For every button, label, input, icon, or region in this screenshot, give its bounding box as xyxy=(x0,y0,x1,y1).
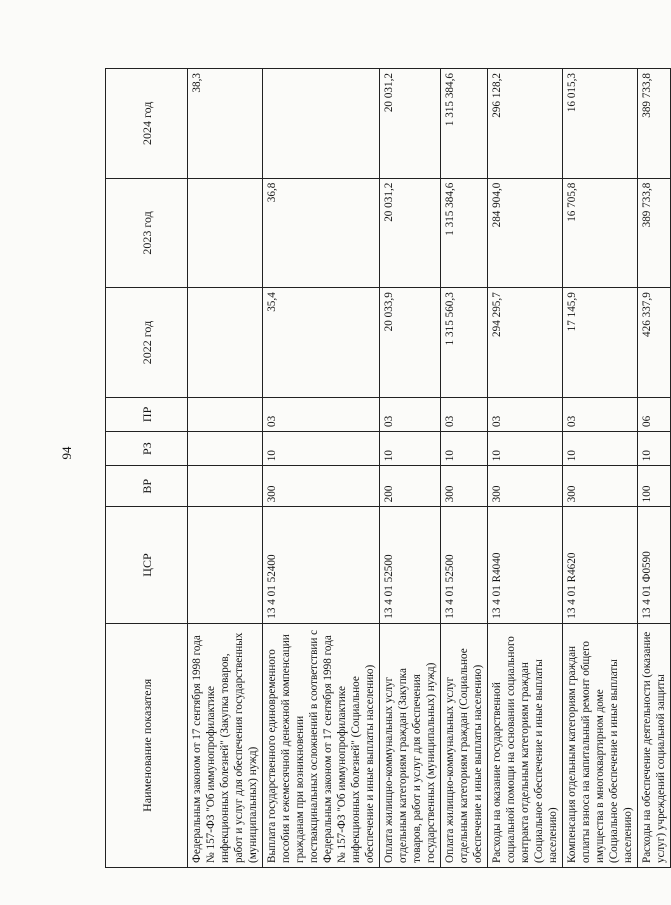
table-row xyxy=(488,69,563,868)
row-csr: 13 4 01 R4620 xyxy=(563,507,638,623)
row-2024: 389 733,8 xyxy=(638,69,671,179)
row-2023: 284 904,0 xyxy=(488,178,563,288)
row-2023 xyxy=(188,178,263,288)
header-2024: 2024 год xyxy=(106,69,188,179)
row-pr: 06 xyxy=(638,397,671,431)
table-header-row xyxy=(106,69,188,868)
row-name: Оплата жилищно-коммунальных услуг отдельным категориям граждан (Социальное обеспечение и иные выплаты населению) xyxy=(441,623,488,867)
row-rz: 10 xyxy=(263,432,380,466)
table-row xyxy=(188,69,263,868)
row-2022: 20 033,9 xyxy=(380,288,441,398)
header-rz: РЗ xyxy=(106,432,188,466)
table-row xyxy=(563,69,638,868)
budget-table xyxy=(105,68,671,868)
budget-table-container xyxy=(105,68,667,868)
row-2023: 20 031,2 xyxy=(380,178,441,288)
header-name: Наименование показателя xyxy=(106,623,188,867)
row-rz: 10 xyxy=(380,432,441,466)
row-rz: 10 xyxy=(488,432,563,466)
page-number: 94 xyxy=(59,446,74,460)
row-csr: 13 4 01 Ф0590 xyxy=(638,507,671,623)
row-2022 xyxy=(188,288,263,398)
row-vr: 300 xyxy=(263,466,380,507)
row-rz: 10 xyxy=(441,432,488,466)
header-csr: ЦСР xyxy=(106,507,188,623)
row-csr: 13 4 01 52500 xyxy=(380,507,441,623)
table-row xyxy=(263,69,380,868)
row-name: Расходы на обеспечение деятельности (оказание услуг) учреждений социальной защиты xyxy=(638,623,671,867)
row-pr: 03 xyxy=(380,397,441,431)
row-2023: 36,8 xyxy=(263,178,380,288)
row-name: Расходы на оказание государственной социальной помощи на основании социального контракта отдельным категориям граждан (Социальное обеспечение и иные выплаты населению) xyxy=(488,623,563,867)
row-vr: 200 xyxy=(380,466,441,507)
row-name: Федеральным законом от 17 сентября 1998 года № 157-ФЗ "Об иммунопрофилактике инфекционных болезней" (Закупка товаров, работ и услуг для обеспечения государственных (муниципальных) нужд) xyxy=(188,623,263,867)
row-2023: 389 733,8 xyxy=(638,178,671,288)
row-vr: 100 xyxy=(638,466,671,507)
row-rz: 10 xyxy=(563,432,638,466)
row-csr xyxy=(188,507,263,623)
row-2024: 1 315 384,6 xyxy=(441,69,488,179)
row-2024: 16 015,3 xyxy=(563,69,638,179)
row-rz xyxy=(188,432,263,466)
row-2023: 1 315 384,6 xyxy=(441,178,488,288)
row-vr: 300 xyxy=(488,466,563,507)
row-pr: 03 xyxy=(488,397,563,431)
row-2024 xyxy=(263,69,380,179)
table-row xyxy=(441,69,488,868)
row-csr: 13 4 01 R4040 xyxy=(488,507,563,623)
row-csr: 13 4 01 52500 xyxy=(441,507,488,623)
row-csr: 13 4 01 52400 xyxy=(263,507,380,623)
header-pr: ПР xyxy=(106,397,188,431)
row-2022: 17 145,9 xyxy=(563,288,638,398)
row-2022: 35,4 xyxy=(263,288,380,398)
row-pr xyxy=(188,397,263,431)
row-name: Оплата жилищно-коммунальных услуг отдельным категориям граждан (Закупка товаров, работ и услуг для обеспечения государственных (муниципальных) нужд) xyxy=(380,623,441,867)
row-2024: 20 031,2 xyxy=(380,69,441,179)
row-2023: 16 705,8 xyxy=(563,178,638,288)
table-row xyxy=(638,69,671,868)
row-2022: 294 295,7 xyxy=(488,288,563,398)
row-vr: 300 xyxy=(441,466,488,507)
row-name: Выплата государственного единовременного пособия и ежемесячной денежной компенсации гражданам при возникновении поствакцинальных осложнений в соответствии с Федеральным законом от 17 сентября 1998 года № 157-ФЗ "Об иммунопрофилактике инфекционных болезней" (Социальное обеспечение и иные выплаты населению) xyxy=(263,623,380,867)
row-2022: 426 337,9 xyxy=(638,288,671,398)
row-pr: 03 xyxy=(441,397,488,431)
row-2022: 1 315 560,3 xyxy=(441,288,488,398)
row-name: Компенсация отдельным категориям граждан оплаты взноса на капитальный ремонт общего имущества в многоквартирном доме (Социальное обеспечение и иные выплаты населению) xyxy=(563,623,638,867)
row-vr: 300 xyxy=(563,466,638,507)
row-rz: 10 xyxy=(638,432,671,466)
header-2022: 2022 год xyxy=(106,288,188,398)
row-2024: 296 128,2 xyxy=(488,69,563,179)
table-row xyxy=(380,69,441,868)
header-2023: 2023 год xyxy=(106,178,188,288)
row-pr: 03 xyxy=(263,397,380,431)
row-vr xyxy=(188,466,263,507)
row-pr: 03 xyxy=(563,397,638,431)
header-vr: ВР xyxy=(106,466,188,507)
row-2024: 38,3 xyxy=(188,69,263,179)
